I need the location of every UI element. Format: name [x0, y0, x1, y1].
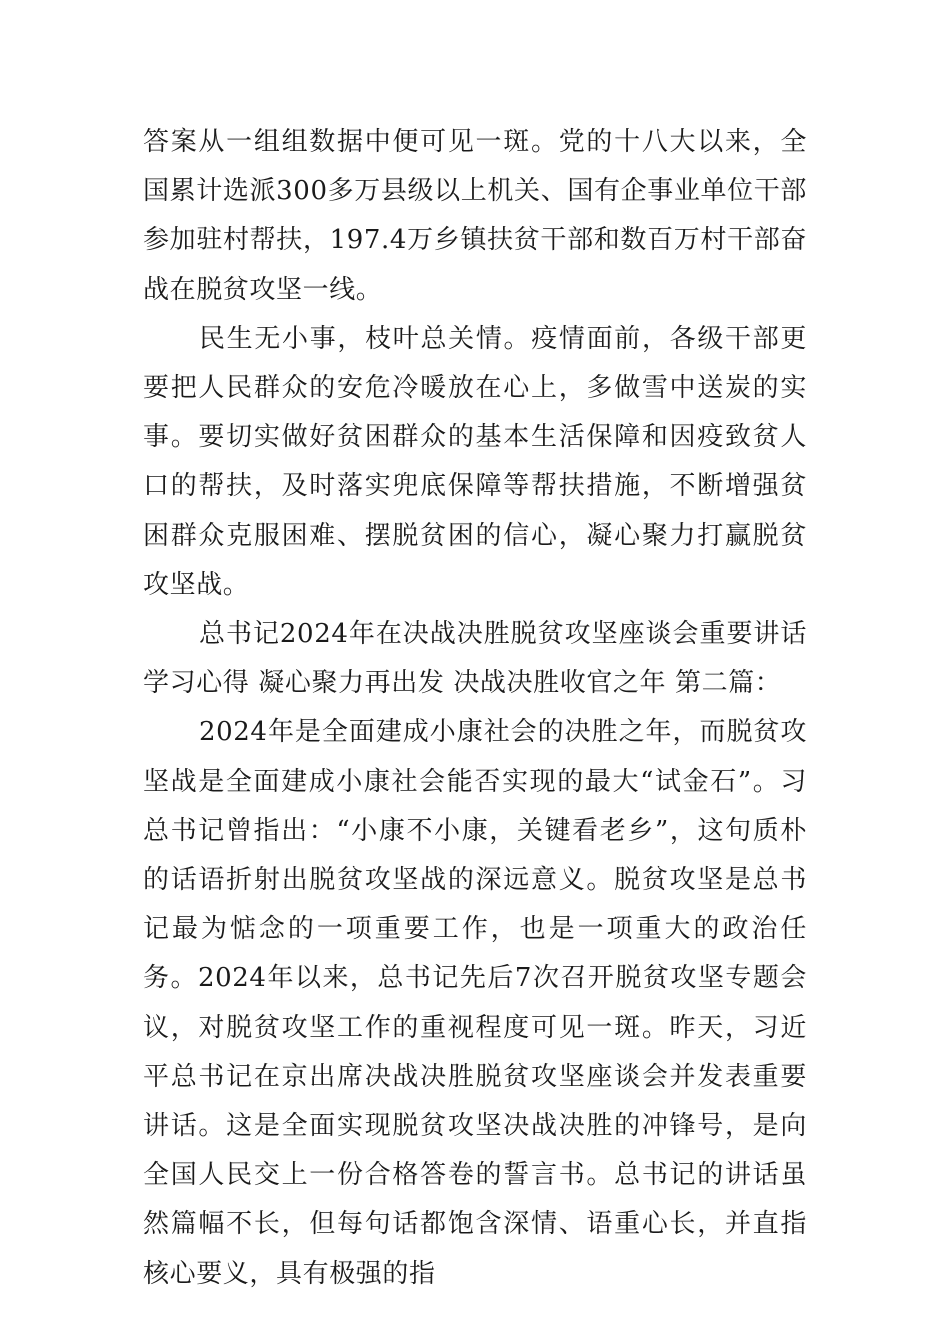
paragraph-4: 2024年是全面建成小康社会的决胜之年，而脱贫攻坚战是全面建成小康社会能否实现的最大“试金石”。习总书记曾指出：“小康不小康，关键看老乡”，这句质朴的话语折射出脱贫攻坚战的深远意义。脱贫攻坚是总书记最为惦念的一项重要工作，也是一项重大的政治任务。2024年以来，总书记先后7次召开脱贫攻坚专题会议，对脱贫攻坚工作的重视程度可见一斑。昨天，习近平总书记在京出席决战决胜脱贫攻坚座谈会并发表重要讲话。这是全面实现脱贫攻坚决战决胜的冲锋号，是向全国人民交上一份合格答卷的誓言书。总书记的讲话虽然篇幅不长，但每句话都饱含深情、语重心长，并直指核心要义，具有极强的指 — [143, 717, 807, 1289]
paragraph-3: 总书记2024年在决战决胜脱贫攻坚座谈会重要讲话学习心得 凝心聚力再出发 决战决胜收官之年 第二篇： — [143, 619, 807, 699]
document-page — [143, 118, 807, 1299]
paragraph-2: 民生无小事，枝叶总关情。疫情面前，各级干部更要把人民群众的安危冷暖放在心上，多做雪中送炭的实事。要切实做好贫困群众的基本生活保障和因疫致贫人口的帮扶，及时落实兜底保障等帮扶措施，不断增强贫困群众克服困难、摆脱贫困的信心，凝心聚力打赢脱贫攻坚战。 — [143, 323, 807, 600]
paragraph-1: 答案从一组组数据中便可见一斑。党的十八大以来，全国累计选派300多万县级以上机关、国有企事业单位干部参加驻村帮扶，197.4万乡镇扶贫干部和数百万村干部奋战在脱贫攻坚一线。 — [143, 127, 807, 305]
